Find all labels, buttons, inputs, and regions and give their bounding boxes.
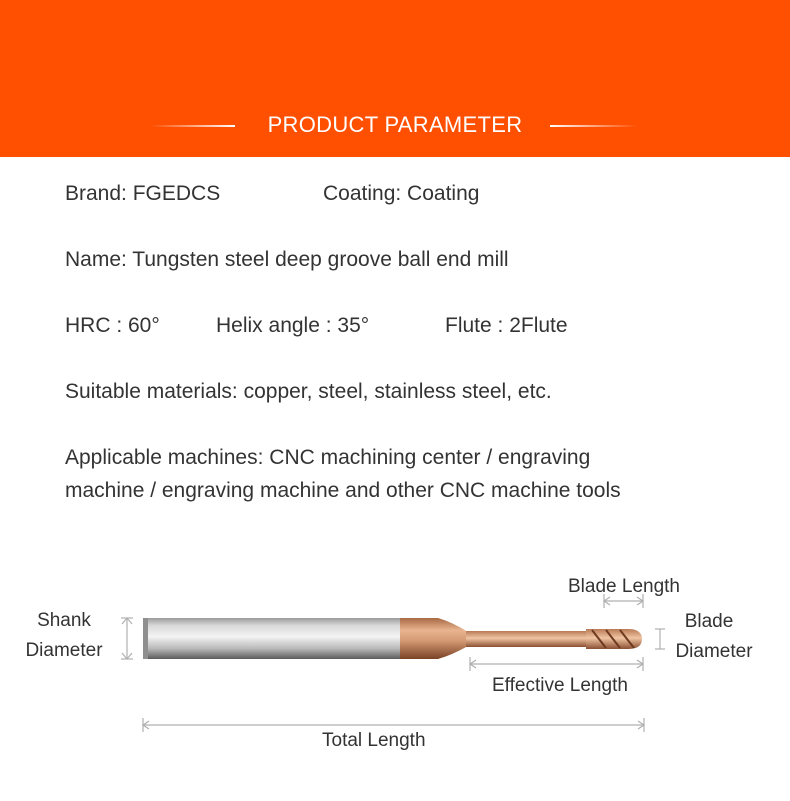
param-hrc: HRC : 60° [65,314,160,337]
param-name: Name: Tungsten steel deep groove ball end mill [65,248,509,271]
param-flute: Flute : 2Flute [445,314,568,337]
label-shank-diameter-line1: Shank [37,610,91,631]
param-helix-angle: Helix angle : 35° [216,314,370,337]
param-machines-line1: Applicable machines: CNC machining center / engraving [65,446,591,469]
tool-blade [586,629,642,649]
effective-length-dimension [470,657,643,671]
blade-diameter-dimension [655,629,665,649]
tool-coated-taper [400,618,468,659]
param-machines-line2: machine / engraving machine and other CNC machine tools [65,479,621,502]
title-divider-right [550,125,638,127]
shank-diameter-dimension [121,618,133,659]
label-blade-length: Blade Length [568,576,680,597]
label-blade-diameter-line2: Diameter [675,641,753,662]
page-title: PRODUCT PARAMETER [267,112,523,137]
param-materials: Suitable materials: copper, steel, stainless steel, etc. [65,380,552,403]
tool-shank [143,618,405,659]
label-effective-length: Effective Length [492,675,628,696]
header-banner [0,0,790,157]
param-brand: Brand: FGEDCS [65,182,221,205]
param-coating: Coating: Coating [323,182,480,205]
label-shank-diameter-line2: Diameter [25,640,103,661]
tool-neck [466,631,586,647]
label-total-length: Total Length [322,730,426,751]
label-blade-diameter-line1: Blade [684,611,734,632]
